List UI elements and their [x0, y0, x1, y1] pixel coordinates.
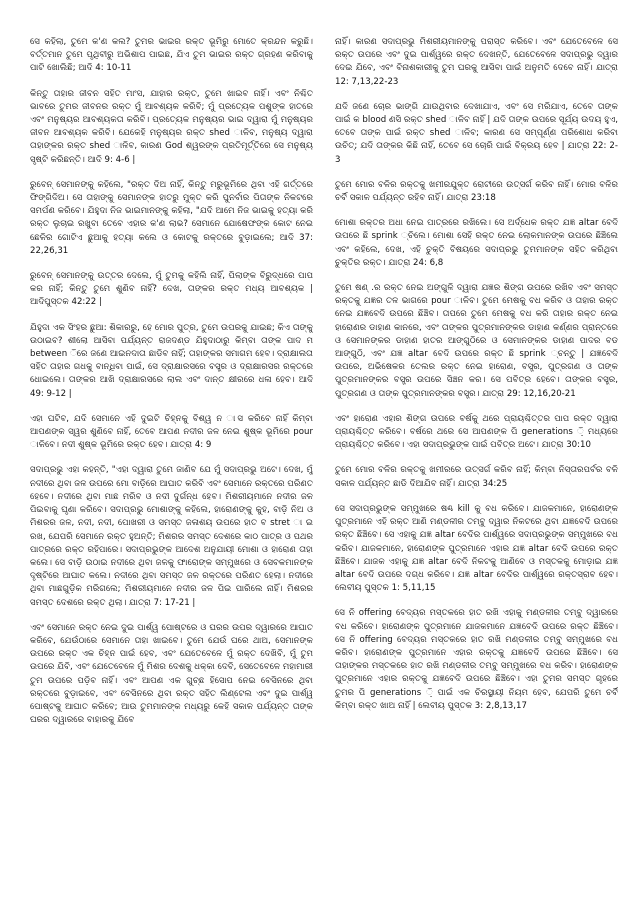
- verse-paragraph: ସେ ନି offering ବେଦ୍ୟର ମସ୍ତକରେ ହାତ ରଖି ଏହାକୁ ମଣ୍ଡଳୀର ତମ୍ବୁ ଦ୍ୱାରରେ ବଧ କରିବେ। ହାରୋଣଙ୍କ ପୁତ୍ରମାନେ ଯାଜକମାନେ ଯଜ୍ଞବେଦି ଉପରେ ରକ୍ତ ଛିଞ୍ଚିବେ। ସେ ନି offering ବେଦ୍ୟର ମସ୍ତକରେ ହାତ ରଖି ମଣ୍ଡଳୀର ତମ୍ବୁ ସମ୍ମୁଖରେ ବଧ କରିବ। ହାରୋଣଙ୍କ ପୁତ୍ରମାନେ ଏହାର ରକ୍ତକୁ ଯଜ୍ଞବେଦି ଉପରେ ଛିଞ୍ଚିବେ। ସେ ତାହାଙ୍କର ମସ୍ତକରେ ହାତ ରଖି ମଣ୍ଡଳୀର ତମ୍ବୁ ସମ୍ମୁଖରେ ବଧ କରିବ। ହାରୋଣଙ୍କ ପୁତ୍ରମାନେ ଏହାର ରକ୍ତକୁ ଯଜ୍ଞବେଦି ଉପରେ ଛିଞ୍ଚିବେ। ଏହା ତୁମର ସମସ୍ତ ଗୃହରେ ତୁମର ପି generations ଼ି ପାଇଁ ଏକ ଚିରସ୍ଥାୟୀ ନିୟମ ହେବ, ଯେପରି ତୁମେ ଚର୍ବି କିମ୍ବା ରକ୍ତ ଖାଅ ନାହିଁ | ଲେବୀୟ ପୁସ୍ତକ 3: 2,8,13,17: [335, 608, 618, 711]
- verse-paragraph: ଏବଂ ହାରୋଣ ଏହାର ଶିଙ୍ଗ ଉପରେ ବର୍ଷକୁ ଥରେ ପ୍ରାୟଶ୍ଚିତ୍ତର ପାପ ରକ୍ତ ଦ୍ୱାରା ପ୍ରାୟଶ୍ଚିତ୍ତ କରିବେ। ବର୍ଷରେ ଥରେ ସେ ଆପଣଙ୍କ ପି generations ଼ି ମଧ୍ୟରେ ପ୍ରାୟଶ୍ଚିତ୍ତ କରିବେ। ଏହା ସଦାପ୍ରଭୁଙ୍କ ପାଇଁ ପବିତ୍ର ଅଟେ। ଯାତ୍ରା 30:10: [335, 413, 618, 451]
- verse-paragraph: ଯିହୁଦା ଏକ ସିଂହର ଛୁଆ: ଶିକାରରୁ, ହେ ମୋର ପୁତ୍ର, ତୁମେ ଉପରକୁ ଯାଇଛ; କିଏ ତାଙ୍କୁ ଉଠାଇବ? ଶୀଲୋ ଆସିବା ପର୍ଯ୍ୟନ୍ତ ରାଜଦଣ୍ଡ ଯିହୁଦାଠାରୁ କିମ୍ବା ତାଙ୍କ ପାଦ ମ between ିରେ ଜଣେ ଆଇନଦାତା ଛାଡିବ ନାହିଁ; ତାହାଙ୍କର ସମାଗମ ହେବ। ଦ୍ରାକ୍ଷାଲତା ସହିତ ତାହାର ଗଧକୁ ବାନ୍ଧିବା ପାଇଁ, ସେ ଦ୍ରାକ୍ଷାରସରେ ବସ୍ତ୍ର ଓ ଦ୍ରାକ୍ଷାରସର ରକ୍ତରେ ଧୋଇଲେ। ତାଙ୍କର ଆଖି ଦ୍ରାକ୍ଷାରସରେ ଲାଲ ଏବଂ ଦାନ୍ତ କ୍ଷୀରରେ ଧଳା ହେବ। ଆଦି 49: 9-12 |: [30, 322, 313, 399]
- verse-paragraph: ଏବଂ ସେମାନେ ରକ୍ତ ନେଇ ଦୁଇ ପାର୍ଶ୍ୱ ପୋଷ୍ଟରେ ଓ ଘରର ଉପର ଦ୍ୱାରରେ ଆଘାତ କରିବେ, ଯେଉଁଠାରେ ସେମାନେ ତାହା ଖାଇବେ। ତୁମେ ଯେଉଁ ଘରେ ଥାଅ, ସେମାନଙ୍କ ଉପରେ ରକ୍ତ ଏକ ଚିହ୍ନ ପାଇଁ ହେବ, ଏବଂ ଯେତେବେଳେ ମୁଁ ରକ୍ତ ଦେଖିବି, ମୁଁ ତୁମ ଉପରେ ଯିବି, ଏବଂ ଯେତେବେଳେ ମୁଁ ମିଶର ଦେଶକୁ ଧକ୍କା ଦେବି, ସେତେବେଳେ ମହାମାରୀ ତୁମ ଉପରେ ପଡ଼ିବ ନାହିଁ। ଏବଂ ଆପଣ ଏକ ଗୁଚ୍ଛ ହିସୋପ ନେଇ ବେସିନରେ ଥିବା ରକ୍ତରେ ବୁଡ଼ାଇବେ, ଏବଂ ବେସିନରେ ଥିବା ରକ୍ତ ସହିତ ଲିଣ୍ଟେଲ ଏବଂ ଦୁଇ ପାର୍ଶ୍ୱ ପୋଷ୍ଟକୁ ଆଘାତ କରିବେ; ଆଉ ତୁମମାନଙ୍କ ମଧ୍ୟରୁ କେହି ସକାଳ ପର୍ଯ୍ୟନ୍ତ ତାଙ୍କ ଘରର ଦ୍ୱାରରେ ବାହାରକୁ ଯିବେ: [30, 622, 313, 726]
- left-column: [30, 36, 313, 882]
- verse-paragraph: ସେ କହିଲା, ତୁମେ କ'ଣ କଲ? ତୁମର ଭାଇର ରକ୍ତ ଭୂମିରୁ ମୋତେ କ୍ରନ୍ଦନ କରୁଛି। ବର୍ତ୍ତମାନ ତୁମେ ପୃଥିବୀରୁ ଅଭିଶାପ ପାଇଛ, ଯିଏ ତୁମ ଭାଇର ରକ୍ତ ଗ୍ରହଣ କରିବାକୁ ପାଟି ଖୋଲିଛି; ଆଦି 4: 10-11: [30, 37, 313, 74]
- verse-paragraph: ତୁମେ ମୋର ବଳିର ରକ୍ତକୁ ଖମୀରରେ ଉତ୍ସର୍ଗ କରିବ ନାହିଁ; କିମ୍ବା ନିସ୍ତାରପର୍ବର ବଳି ସକାଳ ପର୍ଯ୍ୟନ୍ତ ଛାଡି ଦିଆଯିବ ନାହିଁ। ଯାତ୍ରା 34:25: [335, 465, 618, 489]
- verse-paragraph: ସେ ସଦାପ୍ରଭୁଙ୍କ ସମ୍ମୁଖରେ ଷଣ୍ଢ kill କୁ ବଧ କରିବେ। ଯାଜକମାନେ, ହାରୋଣଙ୍କ ପୁତ୍ରମାନେ ଏହି ରକ୍ତ ଆଣି ମଣ୍ଡଳୀର ତମ୍ବୁ ଦ୍ୱାର ନିକଟରେ ଥିବା ଯଜ୍ଞବେଦି ଉପରେ ରକ୍ତ ଛିଞ୍ଚିବେ। ସେ ଏହାକୁ ଯଜ୍ଞ altar ବେଦିର ପାର୍ଶ୍ୱରେ ସଦାପ୍ରଭୁଙ୍କ ସମ୍ମୁଖରେ ବଧ କରିବ। ଯାଜକମାନେ, ହାରୋଣଙ୍କ ପୁତ୍ରମାନେ ଏହାର ଯଜ୍ଞ altar ବେଦି ଉପରେ ରକ୍ତ ଛିଞ୍ଚିବେ। ଯାଜକ ଏହାକୁ ଯଜ୍ଞ altar ବେଦି ନିକଟକୁ ଆଣିବେ ଓ ମସ୍ତକକୁ ମୋଡ଼ାଇ ଯଜ୍ଞ altar ବେଦି ଉପରେ ଦଗ୍ଧ କରିବେ। ଯଜ୍ଞ altar ବେଦିର ପାର୍ଶ୍ୱରେ ରକ୍ତସ୍ରାବ ହେବ। ଲେବୀୟ ପୁସ୍ତକ 1: 5,11,15: [335, 503, 618, 594]
- verse-paragraph: ଏହା ଘଟିବ, ଯଦି ସେମାନେ ଏହି ଦୁଇଟି ଚିହ୍ନକୁ ବିଶ୍ୱ ନ ାସ କରିବେ ନାହିଁ କିମ୍ବା ଆପଣଙ୍କ ସ୍ୱର ଶୁଣିବେ ନାହିଁ, ତେବେ ଆପଣ ନଦୀର ଜଳ ନେଇ ଶୁଷ୍କ ଭୂମିରେ pour ାଳିବେ। ନଦୀ ଶୁଷ୍କ ଭୂମିରେ ରକ୍ତ ହେବ। ଯାତ୍ରା 4: 9: [30, 413, 313, 451]
- verse-paragraph: ଯଦି ଜଣେ ଚୋର ଭାଙ୍ଗି ଯାଉଥିବାର ଦେଖାଯାଏ, ଏବଂ ସେ ମରିଯାଏ, ତେବେ ତାଙ୍କ ପାଇଁ କ blood ଣସି ରକ୍ତ shed ାଳିବ ନାହିଁ | ଯଦି ତାଙ୍କ ଉପରେ ସୂର୍ଯ୍ୟ ଉଦୟ ହୁଏ, ତେବେ ତାଙ୍କ ପାଇଁ ରକ୍ତ shed ାଳିବ; କାରଣ ସେ ସମ୍ପୂର୍ଣ୍ଣ ପରିଶୋଧ କରିବା ଉଚିତ୍; ଯଦି ତାଙ୍କର କିଛି ନାହିଁ, ତେବେ ସେ ଚୋରି ପାଇଁ ବିକ୍ରୟ ହେବ | ଯାତ୍ରା 22: 2-3: [335, 101, 618, 165]
- right-column: [335, 36, 618, 882]
- verse-paragraph: ରୁବେନ୍ ସେମାନଙ୍କୁ ଉତ୍ତର ଦେଲେ, ମୁଁ ତୁମକୁ କହିଲି ନାହିଁ, ପିଲାଙ୍କ ବିରୁଦ୍ଧରେ ପାପ କର ନାହିଁ; କିନ୍ତୁ ତୁମେ ଶୁଣିବ ନାହିଁ? ଦେଖ, ତାଙ୍କର ରକ୍ତ ମଧ୍ୟ ଆବଶ୍ୟକ | ଆଦିପୁସ୍ତକ 42:22 |: [30, 271, 313, 308]
- verse-paragraph: ରୁବେନ୍ ସେମାନଙ୍କୁ କହିଲେ, "ରକ୍ତ ଦିଅ ନାହିଁ, କିନ୍ତୁ ମରୁଭୂମିରେ ଥିବା ଏହି ଗର୍ତ୍ତରେ ଫିଙ୍ଗିଦିଅ। ସେ ତାହାଙ୍କୁ ସେମାନଙ୍କ ହାତରୁ ମୁକ୍ତ କରି ପୁନର୍ବାର ପିତାଙ୍କ ନିକଟରେ ସମର୍ପଣ କରିବେ। ଯିହୁଦା ନିଜ ଭାଇମାନଙ୍କୁ କହିଲା, "ଯଦି ଆମେ ନିଜ ଭାଇକୁ ହତ୍ୟା କରି ରକ୍ତ ଲୁଚାଇ ରଖୁବା ତେବେ ଏହାର କ'ଣ ଲାଭ? ସେମାନେ ଯୋଷେଫଙ୍କ କୋଟ ନେଇ ଛେଳିର ଗୋଟିଏ ଛୁଆକୁ ହତ୍ୟା କଲେ ଓ କୋଟକୁ ରକ୍ତରେ ବୁଡ଼ାଇଲେ; ଆଦି 37: 22,26,31: [30, 179, 313, 256]
- verse-paragraph: ମୋଶା ରକ୍ତର ଅଧା ନେଇ ପାତ୍ରରେ ରଖିଲେ। ସେ ଅର୍ଦ୍ଧେକ ରକ୍ତ ଯଜ୍ଞ altar ବେଦି ଉପରେ ଛି sprink ୍ଚିଲେ। ମୋଶା ସେହି ରକ୍ତ ନେଇ ଲୋକମାନଙ୍କ ଉପରେ ଛିଞ୍ଚିଲେ ଏବଂ କହିଲେ, ଦେଖ, ଏହି ଚୁକ୍ତି ବିଷୟରେ ସଦାପ୍ରଭୁ ତୁମମାନଙ୍କ ସହିତ କରିଥିବା ଚୁକ୍ତିର ରକ୍ତ। ଯାତ୍ରା 24: 6,8: [335, 218, 618, 268]
- verse-paragraph: କିନ୍ତୁ ତାହାର ଜୀବନ ସହିତ ମାଂସ, ଯାହାର ରକ୍ତ, ତୁମେ ଖାଇବ ନାହିଁ। ଏବଂ ନିଶ୍ଚିତ ଭାବରେ ତୁମର ଜୀବନର ରକ୍ତ ମୁଁ ଆବଶ୍ୟକ କରିବି; ମୁଁ ପ୍ରତ୍ୟେକ ପଶୁଙ୍କ ହାତରେ ଏବଂ ମନୁଷ୍ୟର ଆବଶ୍ୟକତା କରିବି। ପ୍ରତ୍ୟେକ ମନୁଷ୍ୟର ଭାଇ ଦ୍ୱାରା ମୁଁ ମନୁଷ୍ୟର ଜୀବନ ଆବଶ୍ୟକ କରିବି। ଯେକେହି ମନୁଷ୍ୟର ରକ୍ତ shed ାଳିବ, ମନୁଷ୍ୟ ଦ୍ୱାରା ତାହାଙ୍କର ରକ୍ତ shed ାଳିବ, କାରଣ God ଶ୍ୱରଙ୍କ ପ୍ରତିମୂର୍ତ୍ତିରେ ସେ ମନୁଷ୍ୟ ସୃଷ୍ଟି କରିଛନ୍ତି। ଆଦି 9: 4-6 |: [30, 88, 313, 165]
- verse-paragraph: ସଦାପ୍ରଭୁ ଏହା କହନ୍ତି, "ଏହା ଦ୍ୱାରା ତୁମେ ଜାଣିବ ଯେ ମୁଁ ସଦାପ୍ରଭୁ ଅଟେ। ଦେଖ, ମୁଁ ନଦୀରେ ଥିବା ଜଳ ଉପରେ ମୋ ବାଡ଼ିରେ ଆଘାତ କରିବି ଏବଂ ସେମାନେ ରକ୍ତରେ ପରିଣତ ହେବେ। ନଦୀରେ ଥିବା ମାଛ ମରିବ ଓ ନଦୀ ଦୁର୍ଗନ୍ଧ ହେବ। ମିଶରୀୟମାନେ ନଦୀର ଜଳ ପିଇବାକୁ ଘୃଣା କରିବେ। ସଦାପ୍ରଭୁ ମୋଶାଙ୍କୁ କହିଲେ, ହାରୋଣଙ୍କୁ କୁହ, ବାଡ଼ି ନିଅ ଓ ମିଶରର ଜଳ, ନଦୀ, ନଦୀ, ପୋଖରୀ ଓ ସମସ୍ତ ଜଳାଶୟ ଉପରେ ହାତ ବ stret ା ଇ ରଖ, ଯେପରି ସେମାନେ ରକ୍ତ ହୁଅନ୍ତି; ମିଶରର ସମସ୍ତ ଦେଶରେ କାଠ ପାତ୍ର ଓ ପଥର ପାତ୍ରରେ ରକ୍ତ ରହିପାରେ। ସଦାପ୍ରଭୁଙ୍କ ଆଦେଶ ଅନୁଯାୟୀ ମୋଶା ଓ ହାରୋଣ ତାହା କଲେ। ସେ ବାଡ଼ି ଉଠାଇ ନଦୀରେ ଥିବା ଜଳକୁ ଫାରୋଙ୍କ ସମ୍ମୁଖରେ ଓ ସେବକମାନଙ୍କ ଦୃଷ୍ଟିରେ ଆଘାତ କଲେ। ନଦୀରେ ଥିବା ସମସ୍ତ ଜଳ ରକ୍ତରେ ପରିଣତ ହେଲା। ନଦୀରେ ଥିବା ମାଛଗୁଡ଼ିକ ମରିଗଲେ; ମିଶରୀୟମାନେ ନଦୀର ଜଳ ପିଇ ପାରିଲେ ନାହିଁ। ମିଶରର ସମସ୍ତ ଦେଶରେ ରକ୍ତ ଥିଲା। ଯାତ୍ରା 7: 17-21 |: [30, 465, 313, 608]
- verse-paragraph: ତୁମେ ମୋର ବଳିର ରକ୍ତକୁ ଖମୀରଯୁକ୍ତ ରୋଟୀରେ ଉତ୍ସର୍ଗ କରିବ ନାହିଁ। ମୋର ବଳିର ଚର୍ବି ସକାଳ ପର୍ଯ୍ୟନ୍ତ ରହିବ ନାହିଁ। ଯାତ୍ରା 23:18: [335, 179, 618, 204]
- verse-paragraph: ନାହିଁ। କାରଣ ସଦାପ୍ରଭୁ ମିଶରୀୟମାନଙ୍କୁ ପରାସ୍ତ କରିବେ। ଏବଂ ଯେତେବେଳେ ସେ ରକ୍ତ ଉପରେ ଏବଂ ଦୁଇ ପାର୍ଶ୍ୱରେ ରକ୍ତ ଦେଖନ୍ତି, ଯେତେବେଳେ ସଦାପ୍ରଭୁ ଦ୍ୱାର ଦେଇ ଯିବେ, ଏବଂ ବିନାଶକାରୀକୁ ତୁମ ଘରକୁ ଆସିବା ପାଇଁ ଅନୁମତି ଦେବେ ନାହିଁ। ଯାତ୍ରା 12: 7,13,22-23: [335, 37, 618, 87]
- verse-paragraph: ତୁମେ ଷଣ୍ .ର ରକ୍ତ ନେଇ ଅଙ୍ଗୁଳି ଦ୍ୱାରା ଯଜ୍ଞର ଶିଙ୍ଗ ଉପରେ ରଖିବ ଏବଂ ସମସ୍ତ ରକ୍ତକୁ ଯଜ୍ଞର ତଳ ଭାଗରେ pour ାଳିବ। ତୁମେ ମେଷକୁ ବଧ କରିବ ଓ ତାହାର ରକ୍ତ ନେଇ ଯଜ୍ଞବେଦି ଉପରେ ଛିଞ୍ଚିବ। ତାପରେ ତୁମେ ମେଷକୁ ବଧ କରି ତାହାର ରକ୍ତ ନେଇ ହାରୋଣର ଡାହାଣ କାନରେ, ଏବଂ ତାଙ୍କର ପୁତ୍ରମାନଙ୍କର ଡାହାଣ କର୍ଣ୍ଣର ପ୍ରାନ୍ତରେ ଓ ସେମାନଙ୍କର ଡାହାଣ ହାତର ଆଙ୍ଗୁଠିରେ ଓ ସେମାନଙ୍କର ଡାହାଣ ପାଦର ବଡ ଆଙ୍ଗୁଠି, ଏବଂ ଯଜ୍ଞ altar ବେଦି ଉପରେ ରକ୍ତ ଛି sprink ୍ଚନ୍ତୁ | ଯଜ୍ଞବେଦି ଉପରେ, ଅଭିଷେକର ତେଲର ରକ୍ତ ନେଇ ହାରୋଣ, ବସ୍ତ୍ର, ପୁତ୍ରଗଣ ଓ ତାଙ୍କ ପୁତ୍ରମାନଙ୍କର ବସ୍ତ୍ର ଉପରେ ସିଞ୍ଚନ କର। ସେ ପବିତ୍ର ହେବେ। ତାଙ୍କର ବସ୍ତ୍ର, ପୁତ୍ରଗଣ ଓ ତାଙ୍କ ପୁତ୍ରମାନଙ୍କର ବସ୍ତ୍ର। ଯାତ୍ରା 29: 12,16,20-21: [335, 283, 618, 399]
